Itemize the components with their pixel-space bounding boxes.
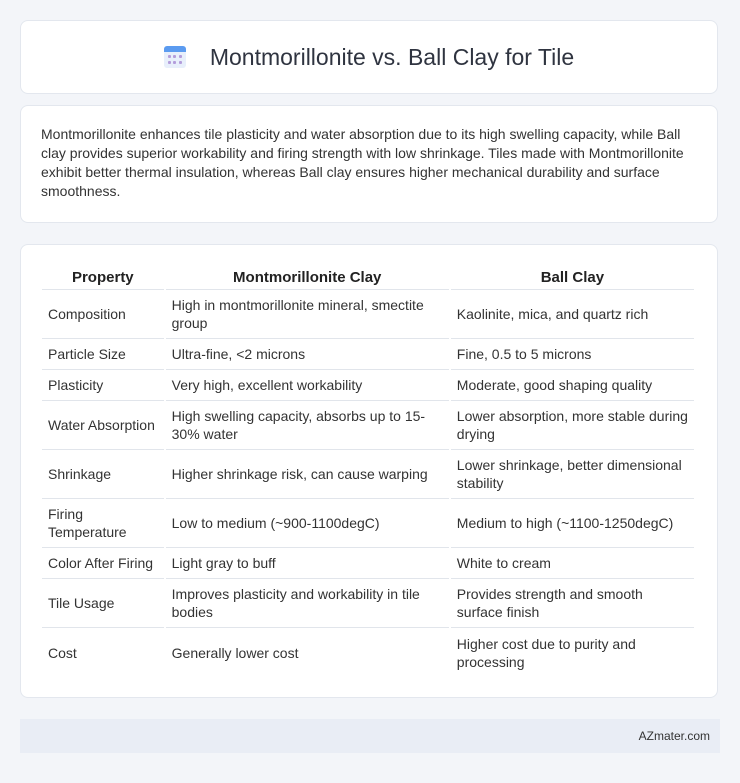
- table-row: [42, 290, 694, 339]
- montmorillonite-cell: Very high, excellent workability: [166, 370, 449, 401]
- footer-brand: AZmater.com: [638, 729, 710, 743]
- table-row: [42, 579, 694, 628]
- table-row: [42, 450, 694, 499]
- title-card: [20, 20, 718, 94]
- montmorillonite-cell: Low to medium (~900-1100degC): [166, 499, 449, 548]
- montmorillonite-cell: High in montmorillonite mineral, smectite group: [166, 290, 449, 339]
- ball-clay-cell: Fine, 0.5 to 5 microns: [451, 339, 694, 370]
- property-cell: Firing Temperature: [42, 499, 164, 548]
- table-row: [42, 548, 694, 579]
- footer: [20, 719, 720, 753]
- comparison-table-card: [20, 244, 718, 698]
- property-cell: Shrinkage: [42, 450, 164, 499]
- property-cell: Tile Usage: [42, 579, 164, 628]
- header-montmorillonite: Montmorillonite Clay: [166, 265, 449, 290]
- property-cell: Color After Firing: [42, 548, 164, 579]
- property-cell: Plasticity: [42, 370, 164, 401]
- description-text: Montmorillonite enhances tile plasticity and water absorption due to its high swelling capacity, while Ball clay provides superior workability and firing strength with low shrinkage. Tiles made with Montmorillonite exhibit better thermal insulation, whereas Ball clay ensures higher mechanical durability and surface smoothness.: [41, 126, 684, 199]
- property-cell: Composition: [42, 290, 164, 339]
- montmorillonite-cell: Generally lower cost: [171, 644, 299, 661]
- montmorillonite-cell: Ultra-fine, <2 microns: [166, 339, 449, 370]
- table-row: [42, 401, 694, 450]
- property-cell: Water Absorption: [42, 401, 164, 450]
- description-card: [20, 105, 718, 223]
- page-title: Montmorillonite vs. Ball Clay for Tile: [209, 43, 575, 70]
- property-cell: Cost: [48, 644, 77, 661]
- table-header-row: [42, 265, 694, 290]
- ball-clay-cell: Kaolinite, mica, and quartz rich: [451, 290, 694, 339]
- ball-clay-cell: Moderate, good shaping quality: [451, 370, 694, 401]
- property-cell: Particle Size: [42, 339, 164, 370]
- table-row: [42, 370, 694, 401]
- ball-clay-cell: Provides strength and smooth surface finish: [451, 579, 694, 628]
- montmorillonite-cell: Higher shrinkage risk, can cause warping: [166, 450, 449, 499]
- table-row: [42, 339, 694, 370]
- header-ball-clay: Ball Clay: [451, 265, 694, 290]
- calendar-icon: [164, 46, 186, 68]
- montmorillonite-cell: Light gray to buff: [166, 548, 449, 579]
- table-row: [42, 628, 694, 677]
- ball-clay-cell: Higher cost due to purity and processing: [456, 635, 636, 670]
- ball-clay-cell: White to cream: [451, 548, 694, 579]
- header-property: Property: [42, 265, 164, 290]
- ball-clay-cell: Lower shrinkage, better dimensional stability: [451, 450, 694, 499]
- montmorillonite-cell: High swelling capacity, absorbs up to 15-30% water: [166, 401, 449, 450]
- ball-clay-cell: Medium to high (~1100-1250degC): [451, 499, 694, 548]
- ball-clay-cell: Lower absorption, more stable during drying: [451, 401, 694, 450]
- montmorillonite-cell: Improves plasticity and workability in tile bodies: [166, 579, 449, 628]
- comparison-table: [40, 265, 696, 677]
- table-row: [42, 499, 694, 548]
